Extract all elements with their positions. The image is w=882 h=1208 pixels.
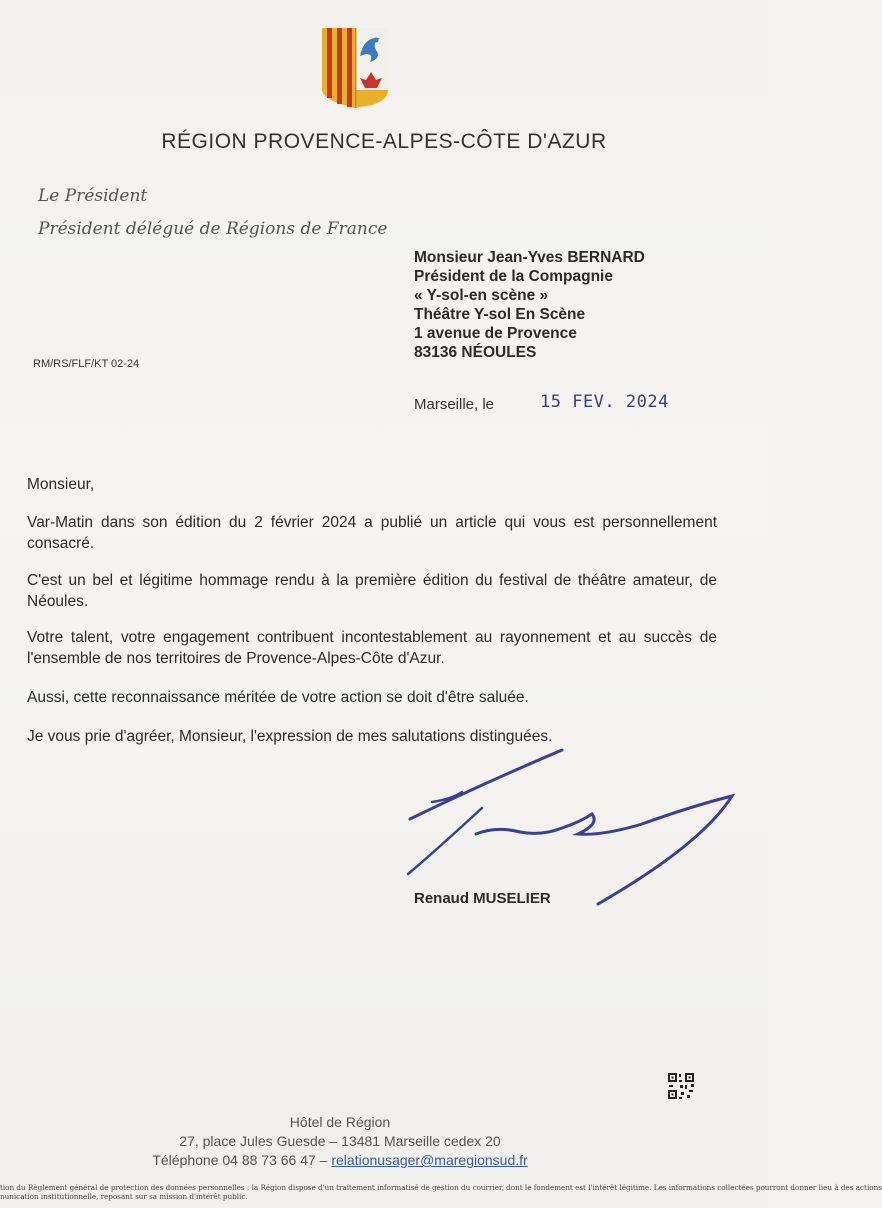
- paragraph-2: C'est un bel et légitime hommage rendu à la première édition du festival de théâtre amateur, de Néoules.: [27, 572, 717, 610]
- signatory-name: Renaud MUSELIER: [414, 890, 551, 907]
- reference-code: RM/RS/FLF/KT 02-24: [33, 358, 140, 370]
- legal-notice: [0, 1183, 882, 1201]
- footer-address: 27, place Jules Guesde – 13481 Marseille cedex 20: [179, 1133, 501, 1149]
- footer-building: Hôtel de Région: [289, 1114, 391, 1130]
- paragraph-4: Aussi, cette reconnaissance méritée de votre action se doit d'être saluée.: [27, 689, 529, 706]
- qr-code-icon: [667, 1072, 695, 1100]
- recipient-company: « Y-sol-en scène »: [414, 287, 549, 304]
- paragraph-3: Votre talent, votre engagement contribuent incontestablement au rayonnement et au succès de l'ensemble de nos territoires de Provence-Alpes-Côte d'Azur.: [27, 629, 717, 667]
- recipient-theatre: Théâtre Y-sol En Scène: [414, 306, 586, 323]
- footer-contact: [0, 1152, 680, 1168]
- recipient-role: Président de la Compagnie: [414, 268, 613, 285]
- sender-title: Le Président: [38, 186, 148, 206]
- recipient-name: Monsieur Jean-Yves BERNARD: [414, 249, 645, 266]
- legal-line-1: tion du Règlement général de protection des données personnelles : la Région dispose d'un traitement informatisé de gestion du courrier, dont le fondement est l'intérêt légitime. Les informations collectées pourront donner lieu à des actions: [0, 1183, 882, 1192]
- recipient-city: 83136 NÉOULES: [414, 344, 537, 361]
- closing-formula: Je vous prie d'agréer, Monsieur, l'expression de mes salutations distinguées.: [27, 728, 553, 745]
- legal-line-2: nunication institutionnelle, reposant sur sa mission d'intérêt public.: [0, 1192, 248, 1201]
- recipient-address: [414, 248, 645, 362]
- footer-email-link[interactable]: relationusager@maregionsud.fr: [331, 1152, 528, 1168]
- footer-phone: Téléphone 04 88 73 66 47 –: [152, 1152, 328, 1168]
- date-place: Marseille, le: [414, 396, 495, 413]
- organization-name: RÉGION PROVENCE-ALPES-CÔTE D'AZUR: [161, 130, 607, 153]
- paragraph-1: Var-Matin dans son édition du 2 février 2024 a publié un article qui vous est personnellement consacré.: [27, 514, 717, 552]
- region-crest-logo: [322, 28, 388, 108]
- recipient-street: 1 avenue de Provence: [414, 325, 577, 342]
- sender-subtitle: Président délégué de Régions de France: [38, 219, 388, 239]
- handwritten-signature: [402, 744, 742, 914]
- date-stamp: 15 FEV. 2024: [540, 392, 669, 412]
- salutation: Monsieur,: [27, 476, 95, 493]
